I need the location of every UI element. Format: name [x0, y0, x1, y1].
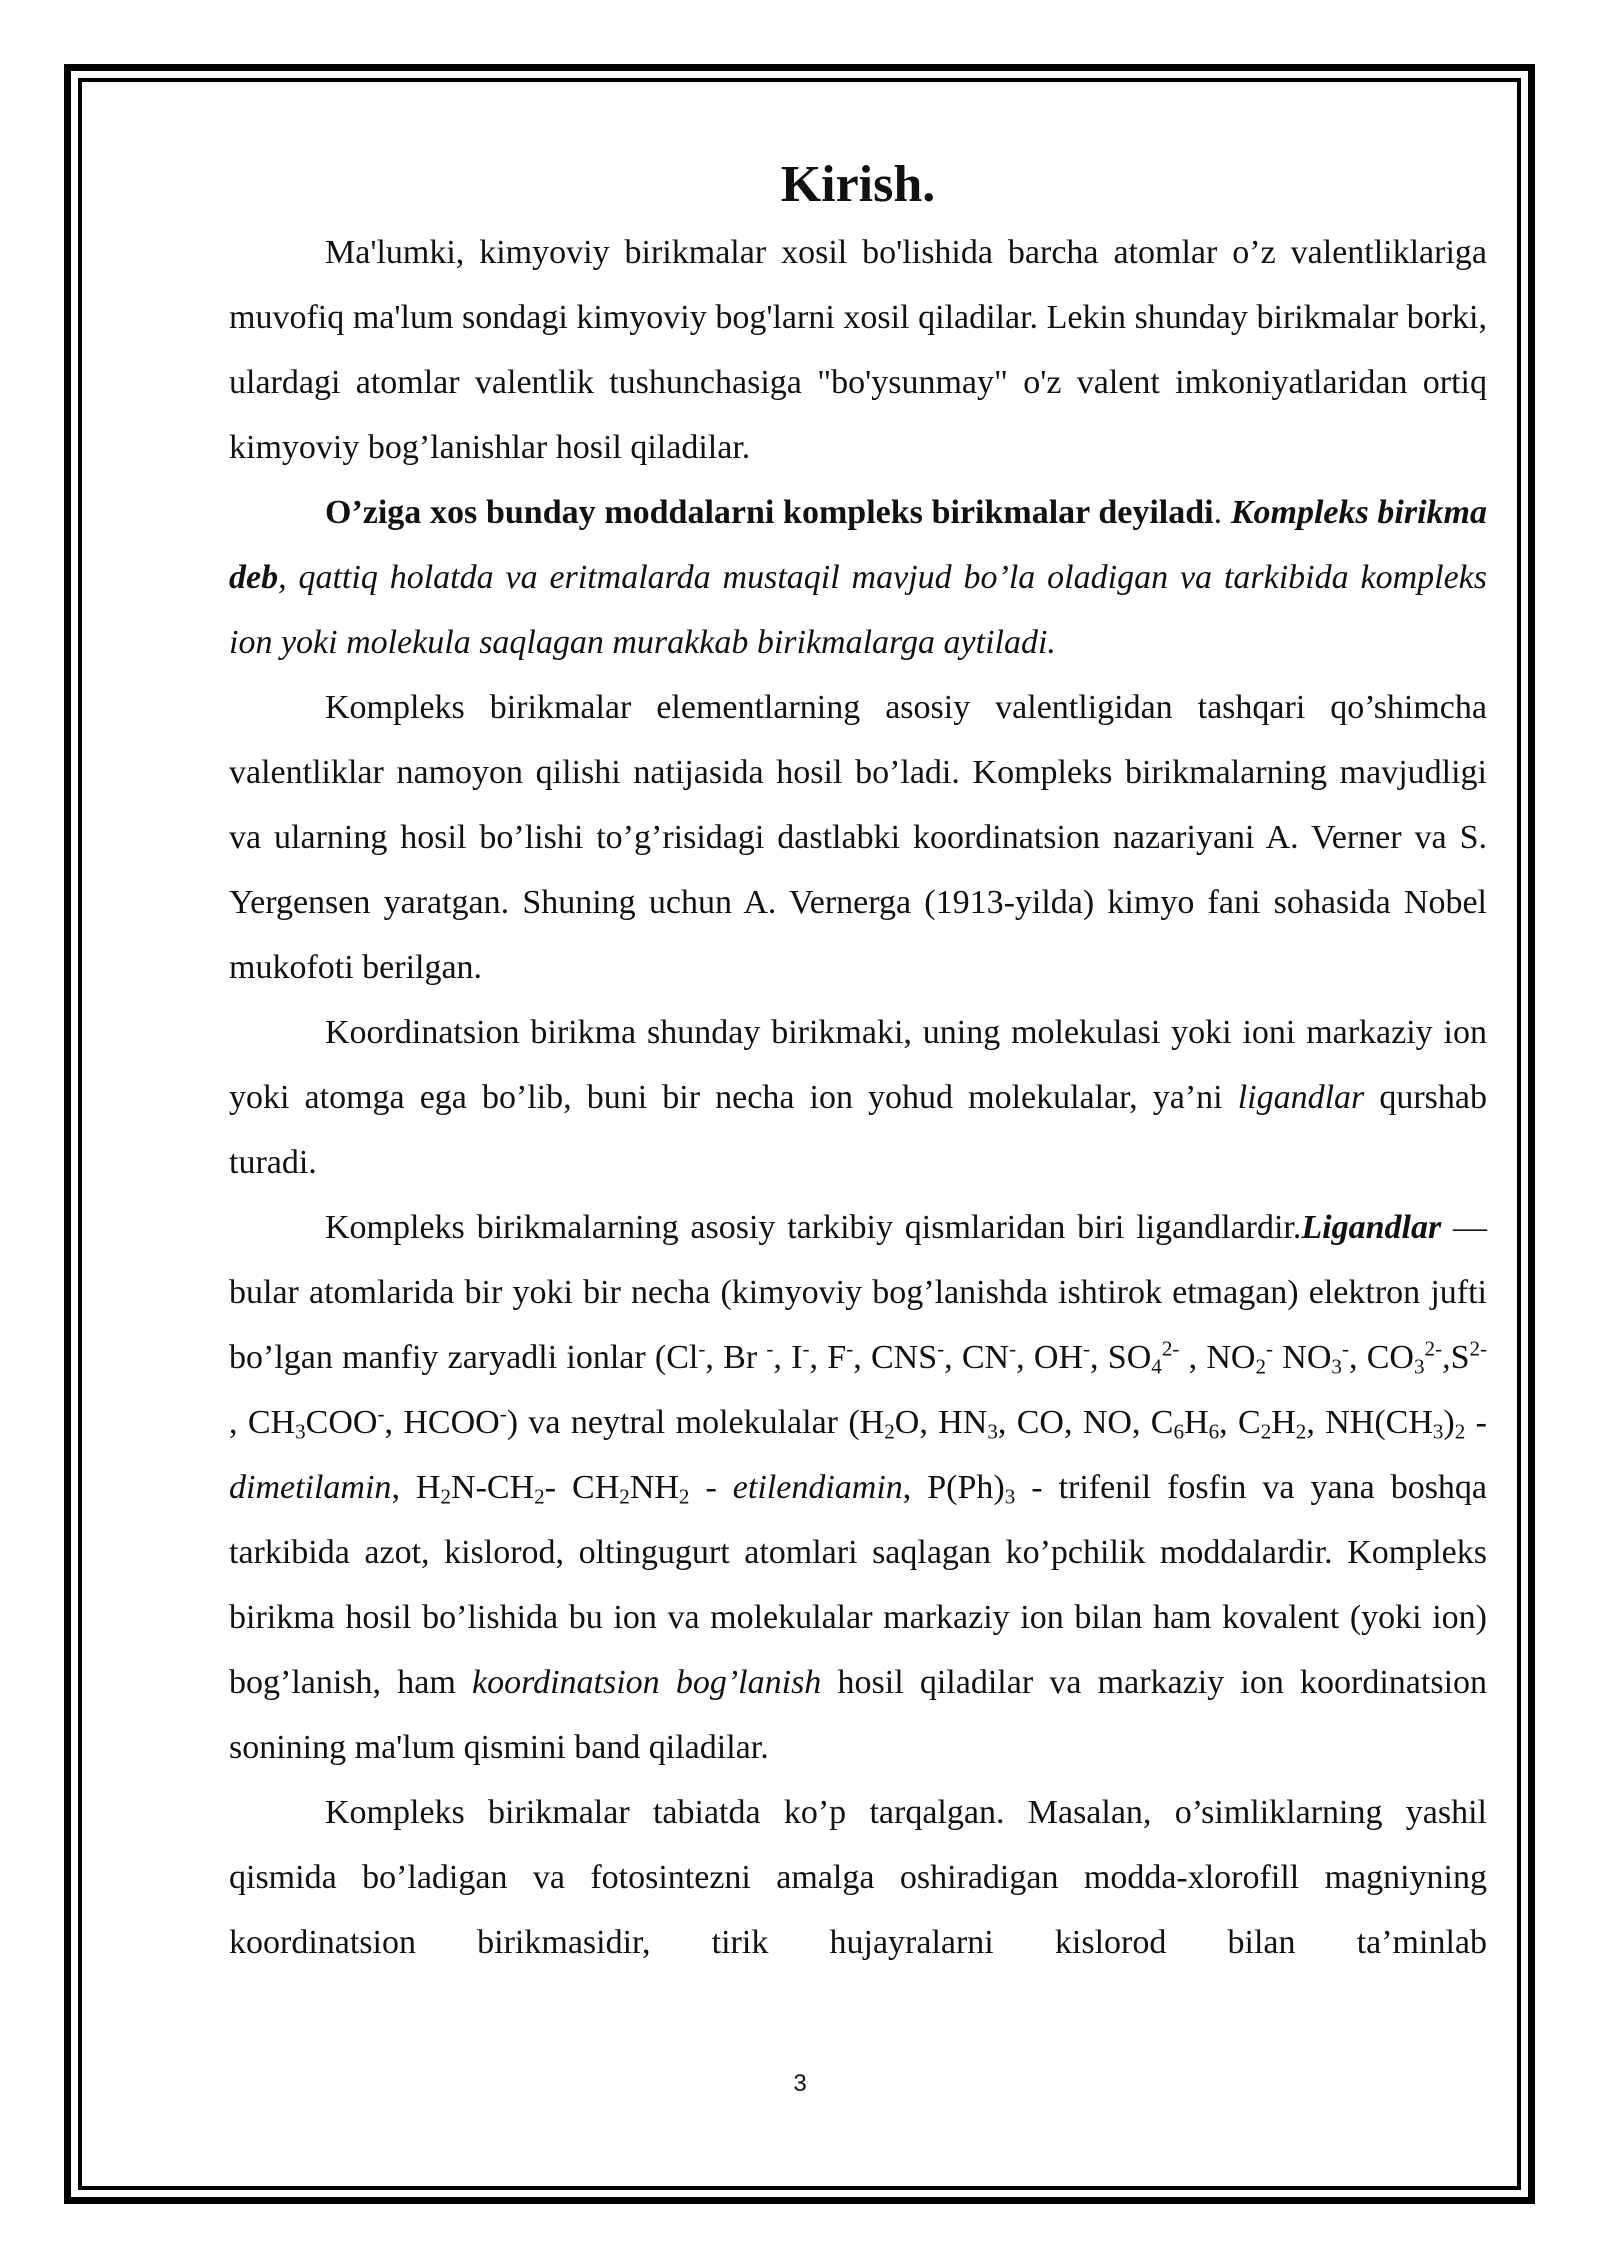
page-title: Kirish. — [780, 156, 936, 213]
paragraph-definition: O’ziga xos bunday moddalarni kompleks birikmalar deyiladi. Kompleks birikma deb, qattiq holatda va eritmalarda mustaqil mavjud bo’la oladigan va tarkibida kompleks ion yoki molekula saqlagan murakkab birikmalarga aytiladi. — [229, 494, 1488, 661]
paragraph-nature: Kompleks birikmalar tabiatda ko’p tarqalgan. Masalan, o’simliklarning yashil qismida bo’ladigan va fotosintezni amalga oshiradigan modda-xlorofill magniyning koordinatsion birikmasidir, tirik hujayralarni kislorod bilan ta’minlab — [229, 1794, 1487, 1961]
paragraph-ligands: Kompleks birikmalarning asosiy tarkibiy qismlaridan biri ligandlardir.Ligandlar — bular atomlarida bir yoki bir necha (kimyoviy bog’lanishda ishtirok etmagan) elektron jufti bo’lgan manfiy zaryadli ionlar (Cl-, Br -, I-, F-, CNS-, CN-, OH-, $SO_4^{2-}$ , $NO_2^-$ $NO_3^-$, $CO_3^{2-},S^{2-}$ , $CH_3COO^-$, HCOO-) va neytral molekulalar ($H_2O$, $HN_3$, CO, NO, $C_6H_6$, $C_2H_2$, $NH(CH_3)_2$ - dimetilamin, $H_2N-CH_2-$ $CH_2NH_2$ - etilendiamin, $P(Ph)_3$ - trifenil fosfin va yana boshqa tarkibida azot, kislorod, oltingugurt atomlari saqlagan ko’pchilik moddalardir. Kompleks birikma hosil bo’lishida bu ion va molekulalar markaziy ion bilan ham kovalent (yoki ion) bog’lanish, ham koordinatsion bog’lanish hosil qiladilar va markaziy ion koordinatsion sonining ma'lum qismini band qiladilar. — [229, 1209, 1488, 1766]
paragraph-history: Kompleks birikmalar elementlarning asosiy valentligidan tashqari qo’shimcha valentliklar namoyon qilishi natijasida hosil bo’ladi. Kompleks birikmalarning mavjudligi va ularning hosil bo’lishi to’g’risidagi dastlabki koordinatsion nazariyani A. Verner va S. Yergensen yaratgan. Shuning uchun A. Vernerga (1913-yilda) kimyo fani sohasida Nobel mukofoti berilgan. — [229, 689, 1487, 986]
definition-term: Kompleks birikma deb — [229, 494, 1488, 596]
definition-italic: , qattiq holatda va eritmalarda mustaqil mavjud bo’la oladigan va tarkibida kompleks ion yoki molekula saqlagan murakkab birikmalarga aytiladi. — [229, 559, 1487, 661]
paragraph-coordination: Koordinatsion birikma shunday birikmaki, uning molekulasi yoki ioni markaziy ion yoki atomga ega bo’lib, buni bir necha ion yohud molekulalar, ya’ni ligandlar qurshab turadi. — [229, 1014, 1487, 1181]
document-body — [229, 150, 1487, 1975]
paragraph-intro: Ma'lumki, kimyoviy birikmalar xosil bo'lishida barcha atomlar o’z valentliklariga muvofiq ma'lum sondagi kimyoviy bog'larni xosil qiladilar. Lekin shunday birikmalar borki, ulardagi atomlar valentlik tushunchasiga "bo'ysunmay" o'z valent imkoniyatlaridan ortiq kimyoviy bog’lanishlar hosil qiladilar. — [229, 234, 1487, 466]
page-number: 3 — [793, 2070, 807, 2097]
definition-bold: O’ziga xos bunday moddalarni kompleks birikmalar deyiladi — [325, 494, 1214, 531]
